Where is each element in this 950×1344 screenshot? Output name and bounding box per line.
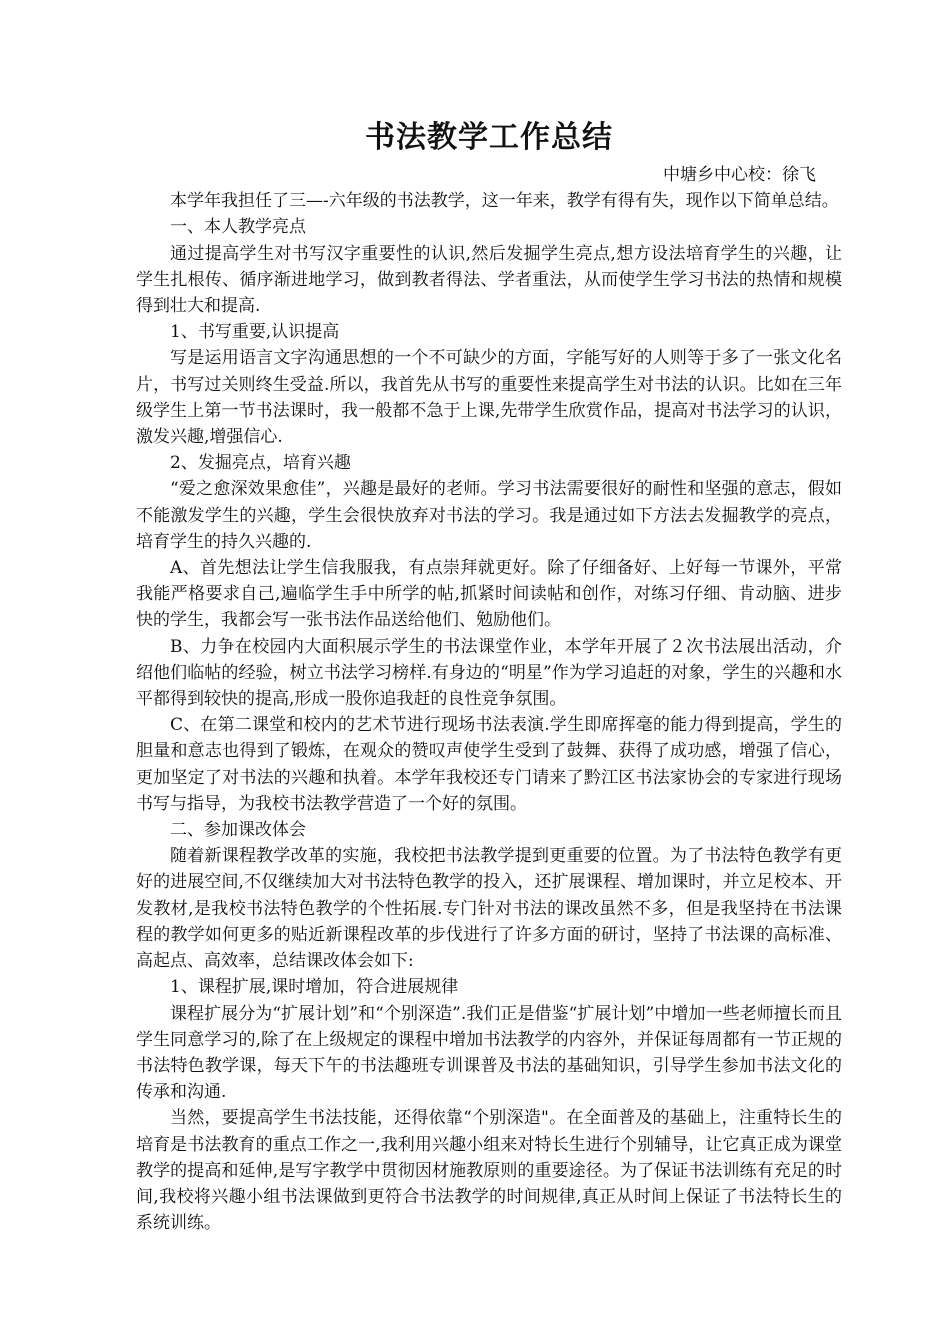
paragraph: “爱之愈深效果愈佳”，兴趣是最好的老师。学习书法需要很好的耐性和坚强的意志，假如不能激发学生的兴趣，学生会很快放弃对书法的学习。我是通过如下方法去发掘教学的亮点，培育学生的持久兴趣的. [136,479,842,552]
paragraph-intro: 本学年我担任了三—-六年级的书法教学，这一年来，教学有得有失，现作以下简单总结。 [170,191,839,212]
heading-section-2: 二、参加课改体会 [170,820,306,841]
author-line: 中塘乡中心校：徐飞 [663,165,816,185]
document-page [136,110,842,1236]
paragraph: 课程扩展分为“扩展计划”和“个别深造”.我们正是借鉴“扩展计划”中增加一些老师擅长而且学生同意学习的,除了在上级规定的课程中增加书法教学的内容外，并保证每周都有一节正规的书法特色教学课，每天下午的书法趣班专训课普及书法的基础知识，引导学生参加书法文化的传承和沟通. [136,1003,842,1103]
subheading-1: 1、书写重要,认识提高 [170,322,340,343]
paragraph-item-a: A、首先想法让学生信我服我，有点崇拜就更好。除了仔细备好、上好每一节课外，平常我能严格要求自己,遍临学生手中所学的帖,抓紧时间读帖和创作，对练习仔细、肯动脑、进步快的学生，我都会写一张书法作品送给他们、勉励他们。 [136,558,842,631]
paragraph: 写是运用语言文字沟通思想的一个不可缺少的方面，字能写好的人则等于多了一张文化名片，书写过关则终生受益.所以，我首先从书写的重要性来提高学生对书法的认识。比如在三年级学生上第一节书法课时，我一般都不急于上课,先带学生欣赏作品，提高对书法学习的认识，激发兴趣,增强信心. [136,348,842,448]
subheading-1: 1、课程扩展,课时增加，符合进展规律 [170,977,459,998]
paragraph-item-c: C、在第二课堂和校内的艺术节进行现场书法表演.学生即席挥毫的能力得到提高，学生的胆量和意志也得到了锻炼，在观众的赞叹声使学生受到了鼓舞、获得了成功感，增强了信心，更加坚定了对书法的兴趣和执着。本学年我校还专门请来了黔江区书法家协会的专家进行现场书写与指导，为我校书法教学营造了一个好的氛围。 [136,715,842,814]
paragraph: 随着新课程教学改革的实施，我校把书法教学提到更重要的位置。为了书法特色教学有更好的进展空间,不仅继续加大对书法特色教学的投入，还扩展课程、增加课时，并立足校本、开发教材,是我校书法特色教学的个性拓展.专门针对书法的课改虽然不多，但是我坚持在书法课程的教学如何更多的贴近新课程改革的步伐进行了许多方面的研讨，坚持了书法课的高标准、高起点、高效率，总结课改体会如下: [136,846,842,972]
heading-section-1: 一、本人教学亮点 [170,217,306,238]
document-title: 书法教学工作总结 [365,120,613,155]
paragraph-item-b: B、力争在校园内大面积展示学生的书法课堂作业，本学年开展了２次书法展出活动，介绍他们临帖的经验，树立书法学习榜样.有身边的“明星”作为学习追赶的对象，学生的兴趣和水平都得到较快的提高,形成一股你追我赶的良性竞争氛围。 [136,636,842,710]
subheading-2: 2、发掘亮点，培育兴趣 [170,453,351,474]
paragraph: 通过提高学生对书写汉字重要性的认识,然后发掘学生亮点,想方设法培育学生的兴趣，让学生扎根传、循序渐进地学习，做到教者得法、学者重法，从而使学生学习书法的热情和规模得到壮大和提高. [136,243,842,317]
paragraph: 当然，要提高学生书法技能，还得依靠“个别深造"。在全面普及的基础上，注重特长生的培育是书法教育的重点工作之一,我利用兴趣小组来对特长生进行个别辅导，让它真正成为课堂教学的提高和延伸,是写字教学中贯彻因材施教原则的重要途径。为了保证书法训练有充足的时间,我校将兴趣小组书法课做到更符合书法教学的时间规律,真正从时间上保证了书法特长生的系统训练。 [136,1108,842,1234]
